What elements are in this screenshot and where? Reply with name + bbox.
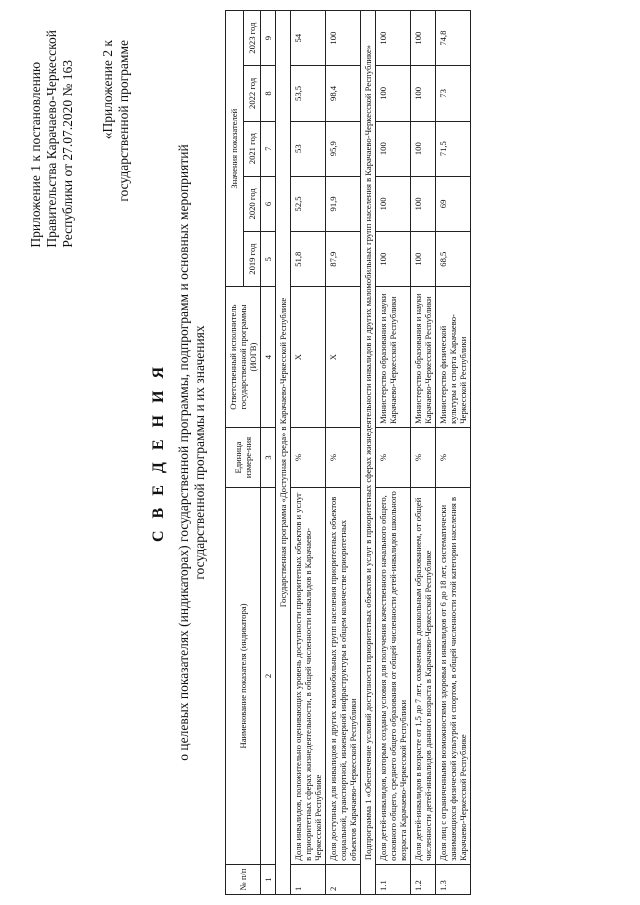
subtitle-line: государственной программы и их значениях <box>192 325 207 580</box>
appendix-line: Правительства Карачаево-Черкесской <box>44 30 59 248</box>
section-program: Государственная программа «Доступная среда» в Карачаево-Черкесской Республике <box>276 11 291 895</box>
row-value: 100 <box>376 11 411 66</box>
section-subprogram: Подпрограмма 1 «Обеспечение условий доступности приоритетных объектов и услуг в приоритетных сферах жизнедеятельности инвалидов и других маломобильных групп населения в Карачаево-Черкесской Республике» <box>361 11 376 895</box>
table-row <box>436 11 471 895</box>
appendix-line: «Приложение 2 к <box>100 40 115 140</box>
row-name: Доля доступных для инвалидов и других маломобильных групп населения приоритетных объектов социальной, транспортной, инженерной инфраструктуры в общем количестве приоритетных объектов Карачаево-Черкесской Республики <box>326 488 361 865</box>
row-unit: % <box>326 427 361 487</box>
row-unit: % <box>291 427 326 487</box>
row-num: 1.2 <box>411 864 436 894</box>
header-executor: Ответственный исполнитель государственной программы (ИОГВ) <box>226 287 261 428</box>
row-executor: Х <box>291 287 326 428</box>
appendix-bottom <box>100 40 132 202</box>
column-number-row <box>261 11 276 895</box>
header-name: Наименование показателя (индикатора) <box>226 488 261 865</box>
row-unit: % <box>436 427 471 487</box>
row-num: 2 <box>326 864 361 894</box>
row-value: 71,5 <box>436 121 471 176</box>
row-value: 95,9 <box>326 121 361 176</box>
header-unit: Единица измере-ния <box>226 427 261 487</box>
row-value: 100 <box>376 232 411 287</box>
appendix-top <box>28 30 76 248</box>
table-row <box>376 11 411 895</box>
row-value: 53 <box>291 121 326 176</box>
row-value: 100 <box>411 121 436 176</box>
header-num: № п/п <box>226 864 261 894</box>
col-num: 1 <box>261 864 276 894</box>
row-value: 100 <box>376 121 411 176</box>
col-num: 3 <box>261 427 276 487</box>
row-value: 100 <box>411 11 436 66</box>
row-value: 98,4 <box>326 66 361 121</box>
appendix-line: Приложение 1 к постановлению <box>28 61 43 248</box>
appendix-line: Республики от 27.07.2020 № 163 <box>60 59 75 248</box>
indicators-table <box>225 10 471 895</box>
col-num: 6 <box>261 176 276 231</box>
header-year: 2020 год <box>243 176 261 231</box>
row-value: 100 <box>411 66 436 121</box>
row-value: 51,8 <box>291 232 326 287</box>
col-num: 8 <box>261 66 276 121</box>
row-value: 53,5 <box>291 66 326 121</box>
col-num: 5 <box>261 232 276 287</box>
row-value: 100 <box>376 176 411 231</box>
row-value: 100 <box>326 11 361 66</box>
header-year: 2021 год <box>243 121 261 176</box>
header-values: Значения показателей <box>226 11 244 287</box>
row-executor: Министерство образования и науки Карачаево-Черкесской Республики <box>376 287 411 428</box>
row-executor: Х <box>326 287 361 428</box>
doc-subtitle <box>176 0 208 905</box>
row-value: 69 <box>436 176 471 231</box>
table-row <box>411 11 436 895</box>
row-value: 74,8 <box>436 11 471 66</box>
row-name: Доля детей-инвалидов в возрасте от 1,5 до 7 лет, охваченных дошкольным образованием, от общей численности детей-инвалидов данного возраста в Карачаево-Черкесской Республике <box>411 488 436 865</box>
col-num: 2 <box>261 488 276 865</box>
row-executor: Министерство образования и науки Карачаево-Черкесской Республики <box>411 287 436 428</box>
doc-title: С В Е Д Е Н И Я <box>150 362 167 543</box>
row-num: 1 <box>291 864 326 894</box>
row-executor: Министерство физической культуры и спорта Карачаево-Черкесской Республики <box>436 287 471 428</box>
subtitle-line: о целевых показателях (индикаторах) государственной программы, подпрограмм и основных мероприятий <box>176 144 191 761</box>
row-value: 100 <box>411 176 436 231</box>
col-num: 4 <box>261 287 276 428</box>
appendix-line: государственной программе <box>116 40 131 202</box>
table-row <box>291 11 326 895</box>
row-name: Доля инвалидов, положительно оценивающих уровень доступности приоритетных объектов и услуг в приоритетных сферах жизнедеятельности, в общей численности инвалидов в Карачаево-Черкесской Республике <box>291 488 326 865</box>
header-year: 2019 год <box>243 232 261 287</box>
col-num: 7 <box>261 121 276 176</box>
row-num: 1.1 <box>376 864 411 894</box>
row-name: Доля детей-инвалидов, которым созданы условия для получения качественного начального общего, основного общего, среднего общего образования от общей численности детей-инвалидов школьного возраста Карачаево-Черкесской Республики <box>376 488 411 865</box>
row-value: 91,9 <box>326 176 361 231</box>
row-value: 87,9 <box>326 232 361 287</box>
header-year: 2022 год <box>243 66 261 121</box>
table-row <box>326 11 361 895</box>
row-num: 1.3 <box>436 864 471 894</box>
row-value: 52,5 <box>291 176 326 231</box>
row-unit: % <box>411 427 436 487</box>
row-value: 68,5 <box>436 232 471 287</box>
row-value: 100 <box>376 66 411 121</box>
row-name: Доля лиц с ограниченными возможностями здоровья и инвалидов от 6 до 18 лет, систематически занимающихся физической культурой и спортом, в общей численности этой категории населения в Карачаево-Черкесской Республике <box>436 488 471 865</box>
row-unit: % <box>376 427 411 487</box>
header-year: 2023 год <box>243 11 261 66</box>
row-value: 73 <box>436 66 471 121</box>
row-value: 100 <box>411 232 436 287</box>
col-num: 9 <box>261 11 276 66</box>
row-value: 54 <box>291 11 326 66</box>
